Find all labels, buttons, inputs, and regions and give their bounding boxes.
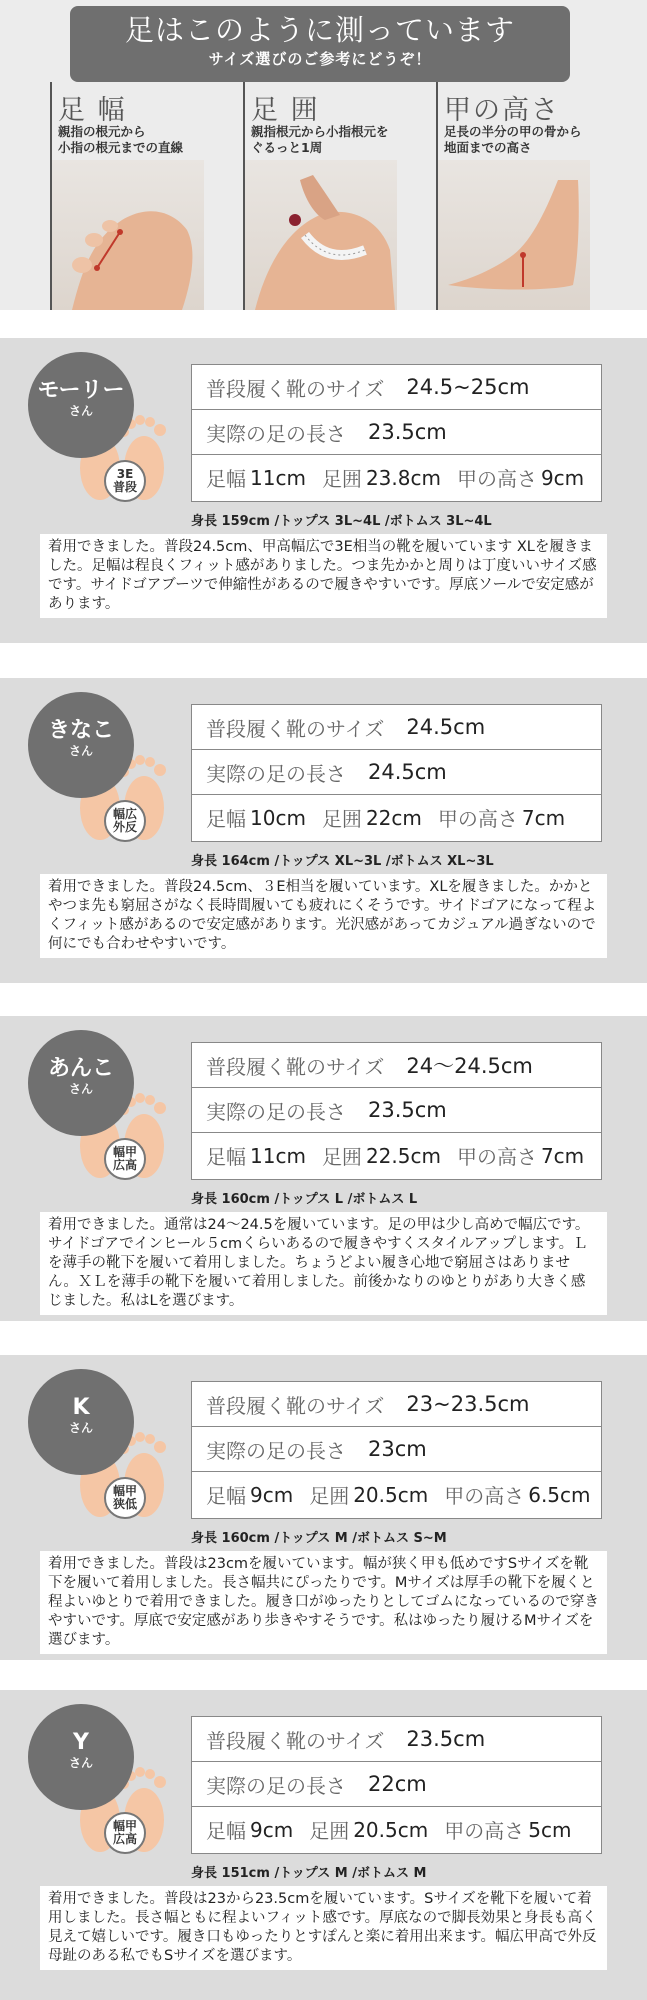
usual-size-row: [192, 1043, 601, 1088]
body-info: 身長 160cm /トップス L /ボトムス L: [191, 1192, 418, 1207]
instep-illustration: [438, 160, 590, 310]
foot-type-badge: 幅甲 狭低: [104, 1477, 146, 1519]
usual-size-value: 23.5cm: [406, 1727, 486, 1751]
usual-size-label: 普段履く靴のサイズ: [206, 716, 385, 741]
review-comment: 着用できました。普段24.5cm、甲高幅広で3E相当の靴を履いています XLを履きました。足幅は程良くフィット感がありました。つま先かかと周りは丁度いいサイズ感です。サイドゴアブーツで伸縮性があるので履きやすいです。厚底ソールで安定感があります。: [40, 534, 607, 618]
actual-length-label: 実際の足の長さ: [206, 1099, 346, 1124]
reviewer-card: [0, 1016, 647, 1321]
reviewer-name: モーリー: [37, 378, 125, 403]
body-info: 身長 164cm /トップス XL~3L /ボトムス XL~3L: [191, 854, 494, 869]
instep-value: 7cm: [540, 1143, 585, 1168]
reviewer-name: K: [72, 1395, 90, 1420]
instep-label: 甲の高さ: [456, 467, 537, 491]
actual-length-label: 実際の足の長さ: [206, 761, 346, 786]
width-value: 9cm: [250, 1482, 294, 1507]
usual-size-value: 24〜24.5cm: [406, 1054, 533, 1078]
actual-length-row: [192, 750, 601, 795]
size-spec-table: [191, 704, 602, 842]
measure-foot-girth: [243, 82, 438, 310]
reviewer-avatar: [28, 692, 134, 798]
measure-instep-height: [436, 82, 631, 310]
girth-label: 足囲: [321, 807, 362, 831]
actual-length-value: 23.5cm: [368, 420, 447, 444]
usual-size-row: [192, 705, 601, 750]
reviewer-avatar: [28, 1030, 134, 1136]
measurement-guide: [0, 0, 647, 310]
foot-girth-photo: [245, 160, 397, 310]
review-comment: 着用できました。通常は24〜24.5を履いています。足の甲は少し高めで幅広です。サイドゴアでインヒール５cmくらいあるので履きやすくスタイルアップします。Ｌを薄手の靴下を履いて着用しました。ちょうどよい履き心地で窮屈さはありません。ＸＬを薄手の靴下を履いて着用しました。前後かなりのゆとりがあり大きく感じました。私はLを選びます。: [40, 1212, 607, 1315]
actual-length-label: 実際の足の長さ: [206, 1773, 346, 1798]
actual-length-value: 24.5cm: [368, 760, 447, 784]
width-value: 11cm: [250, 1143, 306, 1168]
usual-size-value: 24.5~25cm: [406, 375, 530, 399]
actual-length-value: 23.5cm: [368, 1098, 447, 1122]
girth-value: 20.5cm: [353, 1482, 429, 1507]
review-comment: 着用できました。普段は23から23.5cmを履いています。Sサイズを靴下を履いて着用しました。長さ幅ともに程よいフィット感です。厚底なので脚長効果と身長も高く見えて嬉しいです。履き口もゆったりとすぽんと楽に着用出来ます。幅広甲高で外反母趾のある私でもSサイズを選びます。: [40, 1886, 607, 1970]
reviewer-card: [0, 1690, 647, 2000]
actual-length-row: [192, 410, 601, 455]
measurements-row: [192, 1133, 601, 1178]
reviewer-card: [0, 338, 647, 643]
actual-length-label: 実際の足の長さ: [206, 421, 346, 446]
foot-type-badge: 幅甲 広高: [104, 1138, 146, 1180]
reviewer-name: Y: [73, 1730, 89, 1755]
instep-photo: [438, 160, 590, 310]
measure-foot-width: [50, 82, 245, 310]
honorific: さん: [68, 1082, 93, 1096]
girth-value: 20.5cm: [353, 1817, 429, 1842]
width-value: 9cm: [250, 1817, 294, 1842]
actual-length-label: 実際の足の長さ: [206, 1438, 346, 1463]
instep-label: 甲の高さ: [437, 807, 518, 831]
usual-size-row: [192, 1382, 601, 1427]
measure-title: 足 幅: [58, 95, 127, 126]
width-label: 足幅: [206, 1819, 246, 1843]
spacer: [0, 310, 647, 338]
foot-type-badge: 幅甲 広高: [104, 1812, 146, 1854]
usual-size-label: 普段履く靴のサイズ: [206, 1393, 385, 1418]
actual-length-row: [192, 1762, 601, 1807]
width-label: 足幅: [206, 1145, 246, 1169]
girth-label: 足囲: [309, 1819, 350, 1843]
usual-size-label: 普段履く靴のサイズ: [206, 1054, 385, 1079]
foot-girth-illustration: [245, 160, 397, 310]
honorific: さん: [68, 1756, 93, 1770]
girth-label: 足囲: [309, 1484, 350, 1508]
size-spec-table: [191, 1042, 602, 1180]
instep-value: 9cm: [540, 465, 585, 490]
instep-label: 甲の高さ: [444, 1819, 525, 1843]
actual-length-row: [192, 1088, 601, 1133]
girth-label: 足囲: [321, 467, 362, 491]
actual-length-value: 23cm: [368, 1437, 427, 1461]
foot-type-badge: 3E 普段: [104, 460, 146, 502]
measurements-row: [192, 795, 601, 840]
girth-value: 22cm: [365, 805, 422, 830]
actual-length-row: [192, 1427, 601, 1472]
usual-size-label: 普段履く靴のサイズ: [206, 376, 385, 401]
guide-subtitle: サイズ選びのご参考にどうぞ！: [208, 50, 432, 68]
review-comment: 着用できました。普段24.5cm、３E相当を履いています。XLを履きました。かかとやつま先も窮屈さがなく長時間履いても疲れにくそうです。サイドゴアになって程よくフィット感があるので安定感があります。光沢感があってカジュアル過ぎないので何にでも合わせやすいです。: [40, 874, 607, 958]
body-info: 身長 159cm /トップス 3L~4L /ボトムス 3L~4L: [191, 514, 492, 529]
spacer: [0, 983, 647, 1016]
width-label: 足幅: [206, 807, 246, 831]
instep-value: 5cm: [528, 1817, 572, 1842]
girth-value: 22.5cm: [365, 1143, 441, 1168]
usual-size-label: 普段履く靴のサイズ: [206, 1728, 385, 1753]
spacer: [0, 1660, 647, 1690]
measurements-row: [192, 1807, 601, 1852]
width-value: 10cm: [250, 805, 306, 830]
reviewer-name: あんこ: [47, 1056, 114, 1081]
usual-size-value: 23~23.5cm: [406, 1392, 530, 1416]
width-label: 足幅: [206, 467, 246, 491]
girth-value: 23.8cm: [365, 465, 441, 490]
foot-width-photo: [52, 160, 204, 310]
instep-value: 6.5cm: [528, 1482, 591, 1507]
body-info: 身長 160cm /トップス M /ボトムス S~M: [191, 1531, 447, 1546]
instep-label: 甲の高さ: [456, 1145, 537, 1169]
size-spec-table: [191, 1381, 602, 1519]
review-comment: 着用できました。普段は23cmを履いています。幅が狭く甲も低めですSサイズを靴下を履いて着用しました。長さ幅共にぴったりです。Mサイズは厚手の靴下を履くと程よいゆとりで着用できました。履き口がゆったりとしてゴムになっているので穿きやすいです。厚底で安定感があり歩きやすそうです。私はゆったり履けるMサイズを選びます。: [40, 1551, 607, 1654]
spacer: [0, 643, 647, 678]
measure-description: 親指根元から小指根元を ぐるっと1周: [251, 124, 389, 155]
honorific: さん: [68, 744, 93, 758]
guide-title: 足はこのように測っています: [124, 13, 515, 47]
honorific: さん: [68, 404, 93, 418]
width-label: 足幅: [206, 1484, 246, 1508]
reviewer-card: [0, 1355, 647, 1660]
usual-size-row: [192, 1717, 601, 1762]
foot-width-illustration: [52, 160, 204, 310]
measure-title: 足 囲: [251, 95, 320, 126]
reviewer-name: きなこ: [47, 718, 114, 743]
measure-description: 足長の半分の甲の骨から 地面までの高さ: [444, 124, 582, 155]
reviewer-avatar: [28, 352, 134, 458]
measurements-row: [192, 1472, 601, 1517]
spacer: [0, 1321, 647, 1355]
instep-label: 甲の高さ: [444, 1484, 525, 1508]
girth-label: 足囲: [321, 1145, 362, 1169]
honorific: さん: [68, 1421, 93, 1435]
measure-title: 甲の高さ: [444, 95, 560, 126]
reviewer-avatar: [28, 1704, 134, 1810]
measurements-row: [192, 455, 601, 500]
size-spec-table: [191, 1716, 602, 1854]
instep-value: 7cm: [521, 805, 566, 830]
guide-banner: [70, 6, 570, 82]
size-spec-table: [191, 364, 602, 502]
foot-type-badge: 幅広 外反: [104, 800, 146, 842]
actual-length-value: 22cm: [368, 1772, 427, 1796]
measure-description: 親指の根元から 小指の根元までの直線: [58, 124, 184, 155]
usual-size-row: [192, 365, 601, 410]
body-info: 身長 151cm /トップス M /ボトムス M: [191, 1866, 427, 1881]
width-value: 11cm: [250, 465, 306, 490]
reviewer-card: [0, 678, 647, 983]
reviewer-avatar: [28, 1369, 134, 1475]
usual-size-value: 24.5cm: [406, 715, 486, 739]
